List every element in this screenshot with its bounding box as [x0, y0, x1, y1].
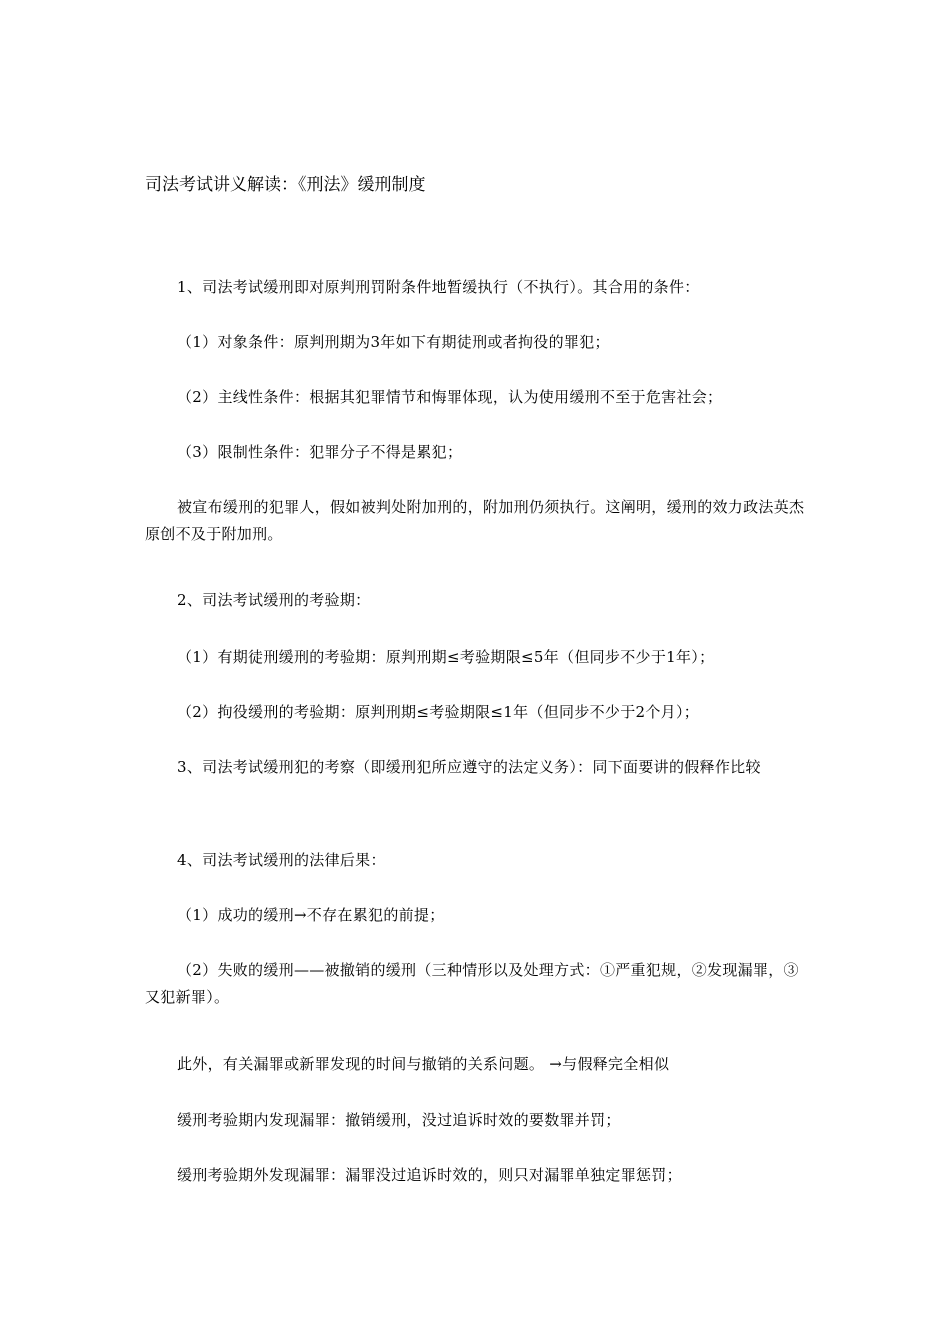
- paragraph-12: （2）失败的缓刑——被撤销的缓刑（三种情形以及处理方式：①严重犯规，②发现漏罪，③又犯新罪）。: [145, 961, 799, 1006]
- paragraph-2: （1）对象条件：原判刑期为3年如下有期徒刑或者拘役的罪犯；: [177, 333, 610, 351]
- paragraph-4: （3）限制性条件：犯罪分子不得是累犯；: [177, 443, 463, 461]
- paragraph-6: 2、司法考试缓刑的考验期：: [177, 591, 371, 609]
- paragraph-14: 缓刑考验期内发现漏罪：撤销缓刑，没过追诉时效的要数罪并罚；: [177, 1111, 621, 1129]
- paragraph-8: （2）拘役缓刑的考验期：原判刑期≤考验期限≤1年（但同步不少于2个月）；: [177, 703, 700, 721]
- paragraph-11: （1）成功的缓刑→不存在累犯的前提；: [177, 906, 445, 924]
- paragraph-9: 3、司法考试缓刑犯的考察（即缓刑犯所应遵守的法定义务）：同下面要讲的假释作比较: [177, 758, 761, 776]
- document-title: 司法考试讲义解读：《刑法》缓刑制度: [145, 175, 426, 195]
- paragraph-10: 4、司法考试缓刑的法律后果：: [177, 851, 386, 869]
- paragraph-1: 1、司法考试缓刑即对原判刑罚附条件地暂缓执行（不执行）。其合用的条件：: [177, 278, 700, 296]
- paragraph-3: （2）主线性条件：根据其犯罪情节和悔罪体现，认为使用缓刑不至于危害社会；: [177, 388, 723, 406]
- paragraph-15: 缓刑考验期外发现漏罪：漏罪没过追诉时效的，则只对漏罪单独定罪惩罚；: [177, 1166, 682, 1184]
- paragraph-7: （1）有期徒刑缓刑的考验期：原判刑期≤考验期限≤5年（但同步不少于1年）；: [177, 648, 715, 666]
- paragraph-5: 被宣布缓刑的犯罪人，假如被判处附加刑的，附加刑仍须执行。这阐明，缓刑的效力政法英杰 原创不及于附加刑。: [145, 498, 805, 543]
- paragraph-13: 此外，有关漏罪或新罪发现的时间与撤销的关系问题。 →与假释完全相似: [177, 1055, 670, 1073]
